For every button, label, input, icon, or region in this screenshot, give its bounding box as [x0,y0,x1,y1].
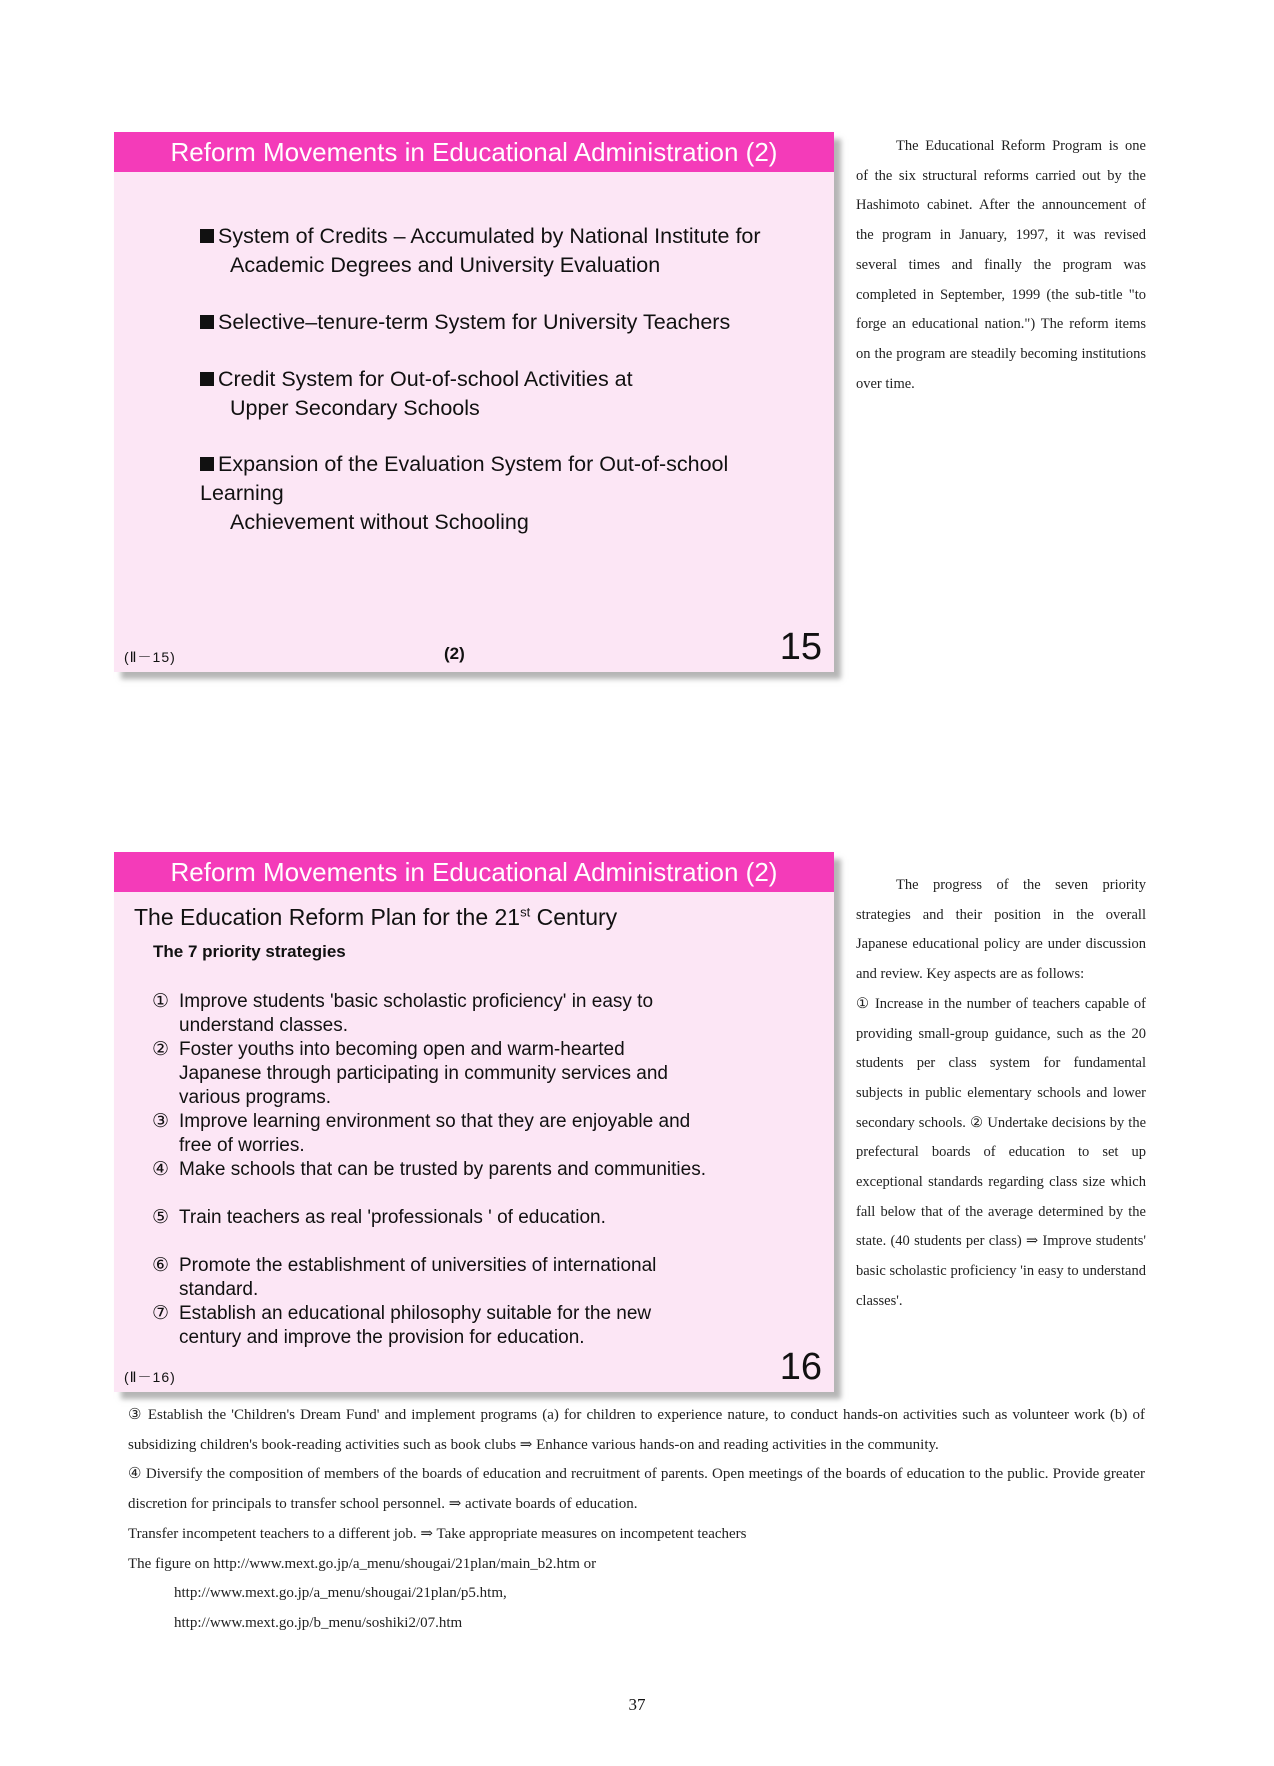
strategy-2: ② Foster youths into becoming open and warm-hearted Japanese through participating in community services and various programs. [152,1039,668,1108]
square-bullet-icon [200,229,214,243]
slide-15-header: Reform Movements in Educational Administration (2) [114,132,834,172]
plan-title: The Education Reform Plan for the 21st Century [134,904,618,930]
slide-16-header: Reform Movements in Educational Administration (2) [114,852,834,892]
bottom-notes: ③ Establish the 'Children's Dream Fund' and implement programs (a) for children to experience nature, to conduct hands-on activities such as volunteer work (b) of subsidizing children's book-reading activities such as book clubs ⇒ Enhance various hands-on and reading activities in the community. ④ Diversify the composition of members of the boards of education and recruitment of parents. Open meetings of the boards of education to the public. Provide greater discretion for principals to transfer school personnel. ⇒ activate boards of education. Transfer incompetent teachers to a different job. ⇒ Take appropriate measures on incompetent teachers The figure on http://www.mext.go.jp/a_menu/shougai/21plan/main_b2.htm or http://www.mext.go.jp/a_menu/shougai/21plan/p5.htm, http://www.mext.go.jp/b_menu/soshiki2/07.htm [128,1407,1145,1631]
strategy-3: ③ Improve learning environment so that they are enjoyable and free of worries. [152,1111,691,1156]
slide-15 [114,132,834,672]
strategy-7: ⑦ Establish an educational philosophy suitable for the new century and improve the provision for education. [152,1303,652,1348]
strategy-4: ④ Make schools that can be trusted by parents and communities. [152,1159,706,1180]
page-number: 37 [628,1695,646,1714]
note-slide-16: The progress of the seven priority strategies and their position in the overall Japanese educational policy are under discussion and review. Key aspects are as follows: ① Increase in the number of teachers capable of providing small-group guidance, such as the 20 students per class system for fundamental subjects in public elementary schools and lower secondary schools. ② Undertake decisions by the prefectural boards of education to set up exceptional standards regarding class size which fall below that of the average determined by the state. (40 students per class) ⇒ Improve students' basic scholastic proficiency 'in easy to understand classes'. [856,877,1146,1309]
square-bullet-icon [200,457,214,471]
slide-16 [114,852,834,1392]
strategy-6: ⑥ Promote the establishment of universities of international standard. [152,1255,657,1300]
note-slide-15: The Educational Reform Program is one of the six structural reforms carried out by the Hashimoto cabinet. After the announcement of the program in January, 1997, it was revised several times and finally the program was completed in September, 1999 (the sub-title "to forge an educational nation.") The reform items on the program are steadily becoming institutions over time. [856,138,1146,392]
slide-16-number: 16 [779,1346,822,1388]
bullet-evaluation: Expansion of the Evaluation System for Out-of-school Learning Achievement without Schooling [200,452,729,534]
bullet-credit-system: Credit System for Out-of-school Activities at Upper Secondary Schools [200,365,633,423]
square-bullet-icon [200,315,214,329]
bullet-credits: System of Credits – Accumulated by National Institute for Academic Degrees and University Evaluation [200,222,761,280]
bullet-tenure: Selective–tenure-term System for University Teachers [200,308,730,337]
plan-subtitle: The 7 priority strategies [153,942,346,961]
slide-15-mid: (2) [444,644,465,663]
slide-15-ref: (Ⅱ－15) [124,649,176,665]
slide-16-ref: (Ⅱ－16) [124,1369,176,1385]
slide-15-number: 15 [779,626,822,668]
square-bullet-icon [200,372,214,386]
strategy-5: ⑤ Train teachers as real 'professionals ' of education. [152,1207,606,1228]
strategy-1: ① Improve students 'basic scholastic proficiency' in easy to understand classes. [152,991,654,1036]
